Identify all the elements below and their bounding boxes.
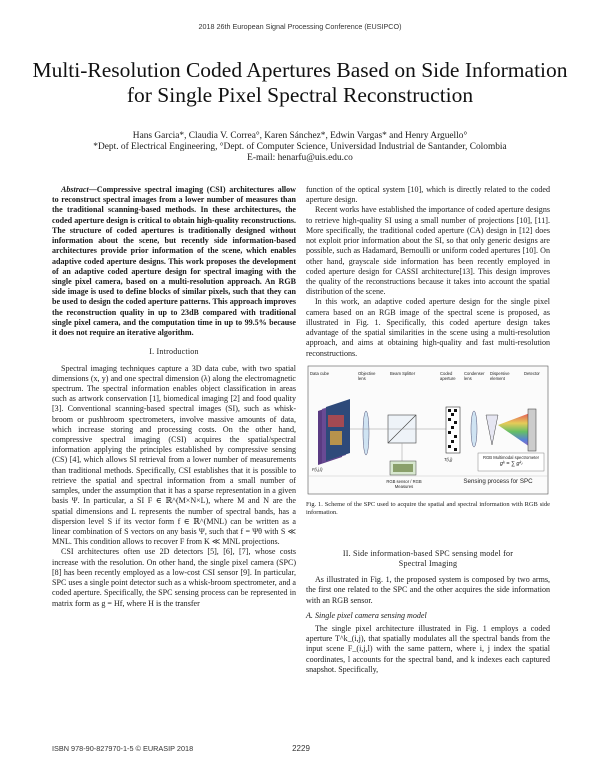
footer-isbn: ISBN 978-90-827970-1-5 © EURASIP 2018 (52, 744, 194, 753)
objective-lens-graphic (363, 411, 369, 455)
fig-label-detector: Detector (524, 370, 540, 376)
fig-label-data-cube: Data cube (310, 370, 330, 376)
fig-label-condenser-lens: Condenser lens (464, 370, 485, 381)
author-email: E-mail: henarfu@uis.edu.co (247, 153, 353, 163)
author-block (20, 131, 580, 164)
detector-graphic (528, 409, 536, 451)
subsection-heading-a: A. Single pixel camera sensing model (306, 610, 427, 620)
figure-1-diagram (306, 363, 550, 545)
condenser-lens-graphic (471, 411, 477, 447)
fig-label-rgb-measures: RGB sensor / RGB Measures (386, 478, 422, 489)
fig-label-dispersive-element: Dispersive element (490, 370, 510, 381)
intro-paragraph-1: Spectral imaging techniques capture a 3D data cube, with two spatial dimensions (x, y) and one spectral dimension (λ) along the electromagnetic spectrum. The spectral information enables object classification in areas such as artwork conservation [1], biomedical imaging [2] and food quality [3]. Conventional scanning-based spectral images (SI), such as whisk-broom or pushbroom spectrometers, involve massive amounts of data, which increase storing and processing costs. On the other hand, compressive spectral imaging (CSI) acquires the spatial/spectral information applying the principles established by compressive sensing (CS) [4], which allows SI retrieval from a lower number of measurements than traditional methods. Specifically, CSI establishes that it is possible to retrieve the spatial and spectral information from a small number of samples, under the assumption that it has a sparse representation in a given basis Ψ. In particular, a SI F ∈ ℝ^(M×N×L), where M and N are the spatial dimensions and L represents the number of spectral bands, has a dispersion level S if its vector form f ∈ ℝ^(MNL) can be written as a linear combination of S vectors on any basis Ψ, such that f = Ψθ with S ≪ MNL. This condition allows to recover F from K ≪ MNL projections. (52, 363, 296, 547)
section-heading-2-line-1: II. Side information-based SPC sensing model for (342, 548, 514, 558)
right-paragraph-2: In this work, an adaptive coded aperture design for the single pixel camera based on an RGB image of the spectral scene is proposed, as illustrated in Fig. 1. Specifically, this coded aperture design takes advantage of the spatial similarities in the scene using a multi-resolution approach, and aims at obtaining high-quality and fast multi-resolution reconstructions. (306, 297, 550, 358)
right-paragraph-0: function of the optical system [10], which is directly related to the coded aperture design. (306, 185, 550, 205)
right-paragraph-1: Recent works have established the importance of coded aperture designs to retrieve high-quality SI using a small number of projections [10], [11]. More specifically, the traditional coded aperture (CA) design in [12] does not exploit prior information about the SI, so that only generic designs are possible, such as Hadamard, Bernoulli or uniform coded apertures [10]. On other hand, grayscale side information has been recently employed in coded aperture design for CASSI architecture[13]. This design improves the quality of the reconstructions because it takes into account the spatial distribution of the scene. (306, 205, 550, 297)
author-names: Hans Garcia*, Claudia V. Correa°, Karen Sánchez*, Edwin Vargas* and Henry Arguello° (132, 131, 468, 141)
section-heading-introduction: I. Introduction (149, 347, 199, 357)
fig-label-detector-note: RGB Multimodal spectrometer (482, 454, 540, 460)
conference-header: 2018 26th European Signal Processing Conference (EUSIPCO) (198, 22, 402, 31)
fig-label-coded-aperture-symbol: T(i,j) (444, 456, 453, 462)
abstract-text: —Compressive spectral imaging (CSI) architectures allow to reconstruct spectral images from a lower number of measures than the traditional scanning-based methods. In these architectures, the coded aperture design is critical to obtain high-quality reconstructions. The structure of coded apertures is traditionally designed without information about the scene, but recently side information-based architectures provide prior information of the scene, which enables adaptive coded aperture designs. This work proposes the development of an adaptive coded aperture design for spectral imaging with the single pixel camera, based on a multi-resolution approach. An RGB side image is used to define blocks of similar pixels, such that they can be used to design the coded aperture patterns. This approach improves the reconstruction quality in up to 23dB compared with traditional single pixel camera, and the computation time in up to 99.5% because it does not require an iterative algorithm. (52, 185, 296, 338)
section-2-paragraph-1: As illustrated in Fig. 1, the proposed system is composed by two arms, the first one related to the SPC and the other acquires the side information with an RGB sensor. (306, 575, 550, 605)
right-column (306, 185, 550, 675)
abstract (52, 185, 296, 338)
figure-1 (306, 363, 550, 545)
fig-label-sensing-process: Sensing process for SPC (463, 477, 533, 485)
section-heading-2-line-2: Spectral Imaging (398, 558, 458, 568)
fig-label-input-symbol: F(i,j,l) (312, 466, 323, 472)
author-affiliation: *Dept. of Electrical Engineering, °Dept. of Computer Science, Universidad Industrial de Santander, Colombia (93, 142, 507, 152)
figure-1-caption: Fig. 1. Scheme of the SPC used to acquire the spatial and spectral information with RGB side information. (306, 500, 550, 516)
fig-label-beam-splitter: Beam Splitter (390, 370, 416, 376)
coded-aperture-graphic (446, 407, 460, 453)
subsection-a-paragraph-1: The single pixel architecture illustrated in Fig. 1 employs a coded aperture T^k_(i,j), that spatially modulates all the spectral bands from the input scene F_(i,j,l) with the same pattern, where i, j index the spatial coordinates, l accounts for the spectral band, and k indexes each captured snapshot. Specifically, (306, 624, 550, 674)
fig-label-equation: gᵏ = ∑ gᵏₗ (499, 460, 523, 467)
fig-label-coded-aperture: Coded aperture (440, 370, 456, 381)
page-footer (52, 744, 550, 753)
data-cube-graphic (318, 399, 350, 465)
fig-label-objective-lens: Objective lens (358, 370, 376, 381)
paper-title: Multi-Resolution Coded Apertures Based on Side Information for Single Pixel Spectral Reconstruction (32, 58, 568, 107)
intro-paragraph-2: CSI architectures often use 2D detectors [5], [6], [7], whose costs increase with the resolution. On other hand, the single pixel camera (SPC) [8] has been recently employed as a low-cost CSI sensor [9]. In particular, SPC uses a single point detector such as a whisk-broom spectrometer, and a coded aperture. Specifically, the SPC sensing process can be represented in matrix form as g = Hf, where H is the transfer (52, 547, 296, 608)
page-number: 2229 (292, 744, 310, 753)
abstract-label: Abstract (61, 185, 89, 194)
left-column (52, 185, 296, 609)
